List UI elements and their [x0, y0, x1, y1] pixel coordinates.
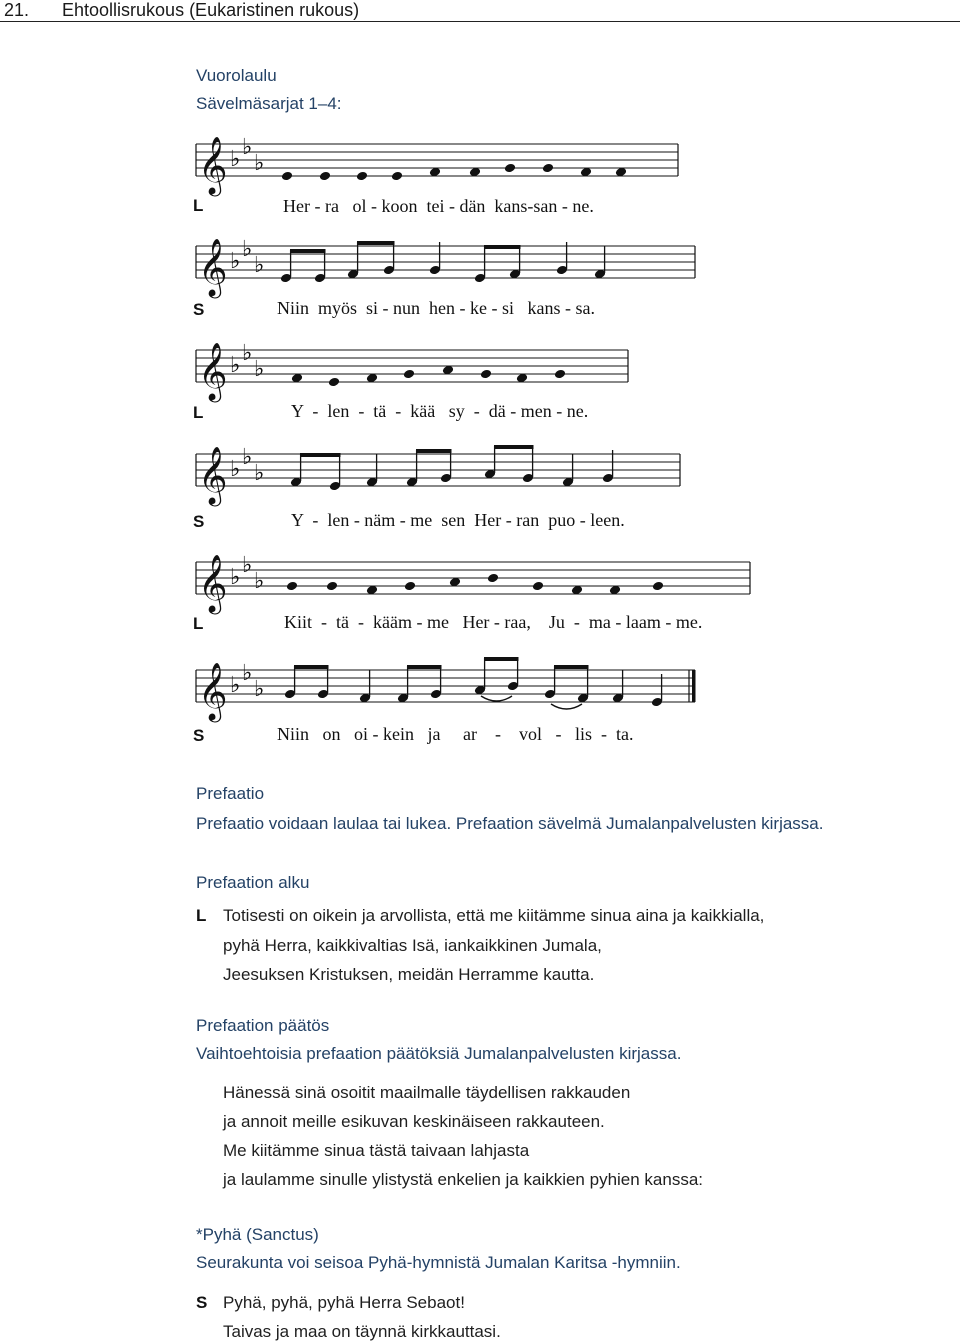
flat-sign-icon: ♭: [254, 677, 265, 702]
prayer-line: Me kiitämme sinua tästä taivaan lahjasta: [223, 1141, 530, 1160]
staff-system-2: [190, 232, 705, 298]
hymn-line: Taivas ja maa on täynnä kirkkauttasi.: [223, 1322, 501, 1341]
flat-sign-icon: ♭: [242, 341, 253, 366]
staff-system-4: [190, 440, 690, 506]
note-head: [328, 377, 340, 388]
flat-sign-icon: ♭: [254, 461, 265, 486]
flat-sign-icon: ♭: [254, 151, 265, 176]
flat-sign-icon: ♭: [254, 253, 265, 278]
section-title: Ehtoollisrukous (Eukaristinen rukous): [62, 0, 360, 20]
end-barline-thick: [692, 670, 696, 702]
prefaation-alku-heading: Prefaation alku: [196, 873, 310, 892]
note-head: [542, 163, 554, 174]
note-head: [487, 573, 499, 584]
tie-slur: [551, 704, 582, 709]
note-beam: [416, 449, 452, 453]
note-head: [326, 581, 338, 592]
flat-sign-icon: ♭: [230, 673, 241, 698]
lyrics-line: Y - len - näm - me sen Her - ran puo - leen.: [291, 510, 625, 530]
role-marker: L: [196, 906, 207, 925]
treble-clef-icon: 𝄞: [198, 136, 228, 194]
flat-sign-icon: ♭: [242, 553, 253, 578]
staff-system-5: [190, 548, 760, 614]
role-marker: S: [193, 300, 205, 319]
note-head: [532, 581, 544, 592]
flat-sign-icon: ♭: [230, 147, 241, 172]
note-beam: [494, 445, 534, 449]
note-beam: [484, 657, 519, 661]
role-marker: L: [193, 196, 204, 215]
page-header: [0, 0, 960, 22]
flat-sign-icon: ♭: [242, 661, 253, 686]
note-beam: [357, 241, 395, 245]
note-head: [652, 581, 664, 592]
prayer-line: Hänessä sinä osoitit maailmalle täydellisen rakkauden: [223, 1083, 631, 1102]
flat-sign-icon: ♭: [242, 135, 253, 160]
note-head: [319, 171, 331, 182]
flat-sign-icon: ♭: [230, 249, 241, 274]
treble-clef-icon: 𝄞: [198, 342, 228, 400]
prefaatio-heading: Prefaatio: [196, 784, 265, 803]
note-beam: [554, 665, 589, 669]
staff-system-6: [190, 656, 700, 722]
flat-sign-icon: ♭: [230, 353, 241, 378]
lyrics-line: Niin myös si - nun hen - ke - si kans - sa.: [277, 298, 595, 318]
tie-slur: [481, 696, 512, 701]
treble-clef-icon: 𝄞: [198, 238, 228, 296]
note-head: [404, 581, 416, 592]
treble-clef-icon: 𝄞: [198, 662, 228, 720]
prefaation-paatos-note: Vaihtoehtoisia prefaation päätöksiä Jumalanpalvelusten kirjassa.: [196, 1044, 682, 1063]
sanctus-heading: *Pyhä (Sanctus): [196, 1225, 319, 1244]
lyrics-line: Y - len - tä - kää sy - dä - men - ne.: [291, 401, 589, 421]
prefaation-paatos-heading: Prefaation päätös: [196, 1016, 330, 1035]
flat-sign-icon: ♭: [230, 457, 241, 482]
prayer-line: ja laulamme sinulle ylistystä enkelien ja kaikkien pyhien kanssa:: [223, 1170, 704, 1189]
role-marker: L: [193, 403, 204, 422]
note-head: [356, 171, 368, 182]
note-head: [281, 171, 293, 182]
role-marker: L: [193, 614, 204, 633]
note-head: [554, 369, 566, 380]
note-beam: [300, 453, 341, 457]
section-number: 21.: [4, 0, 30, 20]
lyrics-line: Kiit - tä - kääm - me Her - raa, Ju - ma - laam - me.: [284, 612, 703, 632]
intro-savelmasarjat: Sävelmäsarjat 1–4:: [196, 94, 342, 113]
note-head: [480, 369, 492, 380]
header-rule: [0, 21, 960, 22]
flat-sign-icon: ♭: [242, 237, 253, 262]
flat-sign-icon: ♭: [254, 569, 265, 594]
hymn-line: Pyhä, pyhä, pyhä Herra Sebaot!: [223, 1293, 465, 1312]
prayer-line: pyhä Herra, kaikkivaltias Isä, iankaikkinen Jumala,: [223, 936, 602, 955]
lyrics-line: Niin on oi - kein ja ar - vol - lis - ta.: [277, 724, 634, 744]
flat-sign-icon: ♭: [230, 565, 241, 590]
sanctus-note: Seurakunta voi seisoa Pyhä-hymnistä Jumalan Karitsa -hymniin.: [196, 1253, 681, 1272]
note-beam: [407, 665, 442, 669]
lyrics-line: Her - ra ol - koon tei - dän kans-san - ne.: [283, 196, 594, 216]
note-beam: [290, 249, 326, 253]
prayer-line: Jeesuksen Kristuksen, meidän Herramme kautta.: [223, 965, 595, 984]
prayer-line: Totisesti on oikein ja arvollista, että me kiitämme sinua aina ja kaikkialla,: [223, 906, 765, 925]
prayer-line: ja annoit meille esikuvan keskinäiseen rakkauteen.: [223, 1112, 605, 1131]
flat-sign-icon: ♭: [254, 357, 265, 382]
prefaatio-note: Prefaatio voidaan laulaa tai lukea. Prefaation sävelmä Jumalanpalvelusten kirjassa.: [196, 814, 824, 833]
staff-system-1: [190, 130, 690, 196]
note-head: [286, 581, 298, 592]
note-head: [391, 171, 403, 182]
note-head: [504, 163, 516, 174]
role-marker: S: [196, 1293, 208, 1312]
role-marker: S: [193, 726, 205, 745]
treble-clef-icon: 𝄞: [198, 554, 228, 612]
flat-sign-icon: ♭: [242, 445, 253, 470]
note-head: [403, 369, 415, 380]
treble-clef-icon: 𝄞: [198, 446, 228, 504]
note-beam: [294, 665, 329, 669]
role-marker: S: [193, 512, 205, 531]
intro-vuorolaulu: Vuorolaulu: [196, 66, 277, 85]
note-beam: [484, 245, 521, 249]
staff-system-3: [190, 336, 640, 402]
